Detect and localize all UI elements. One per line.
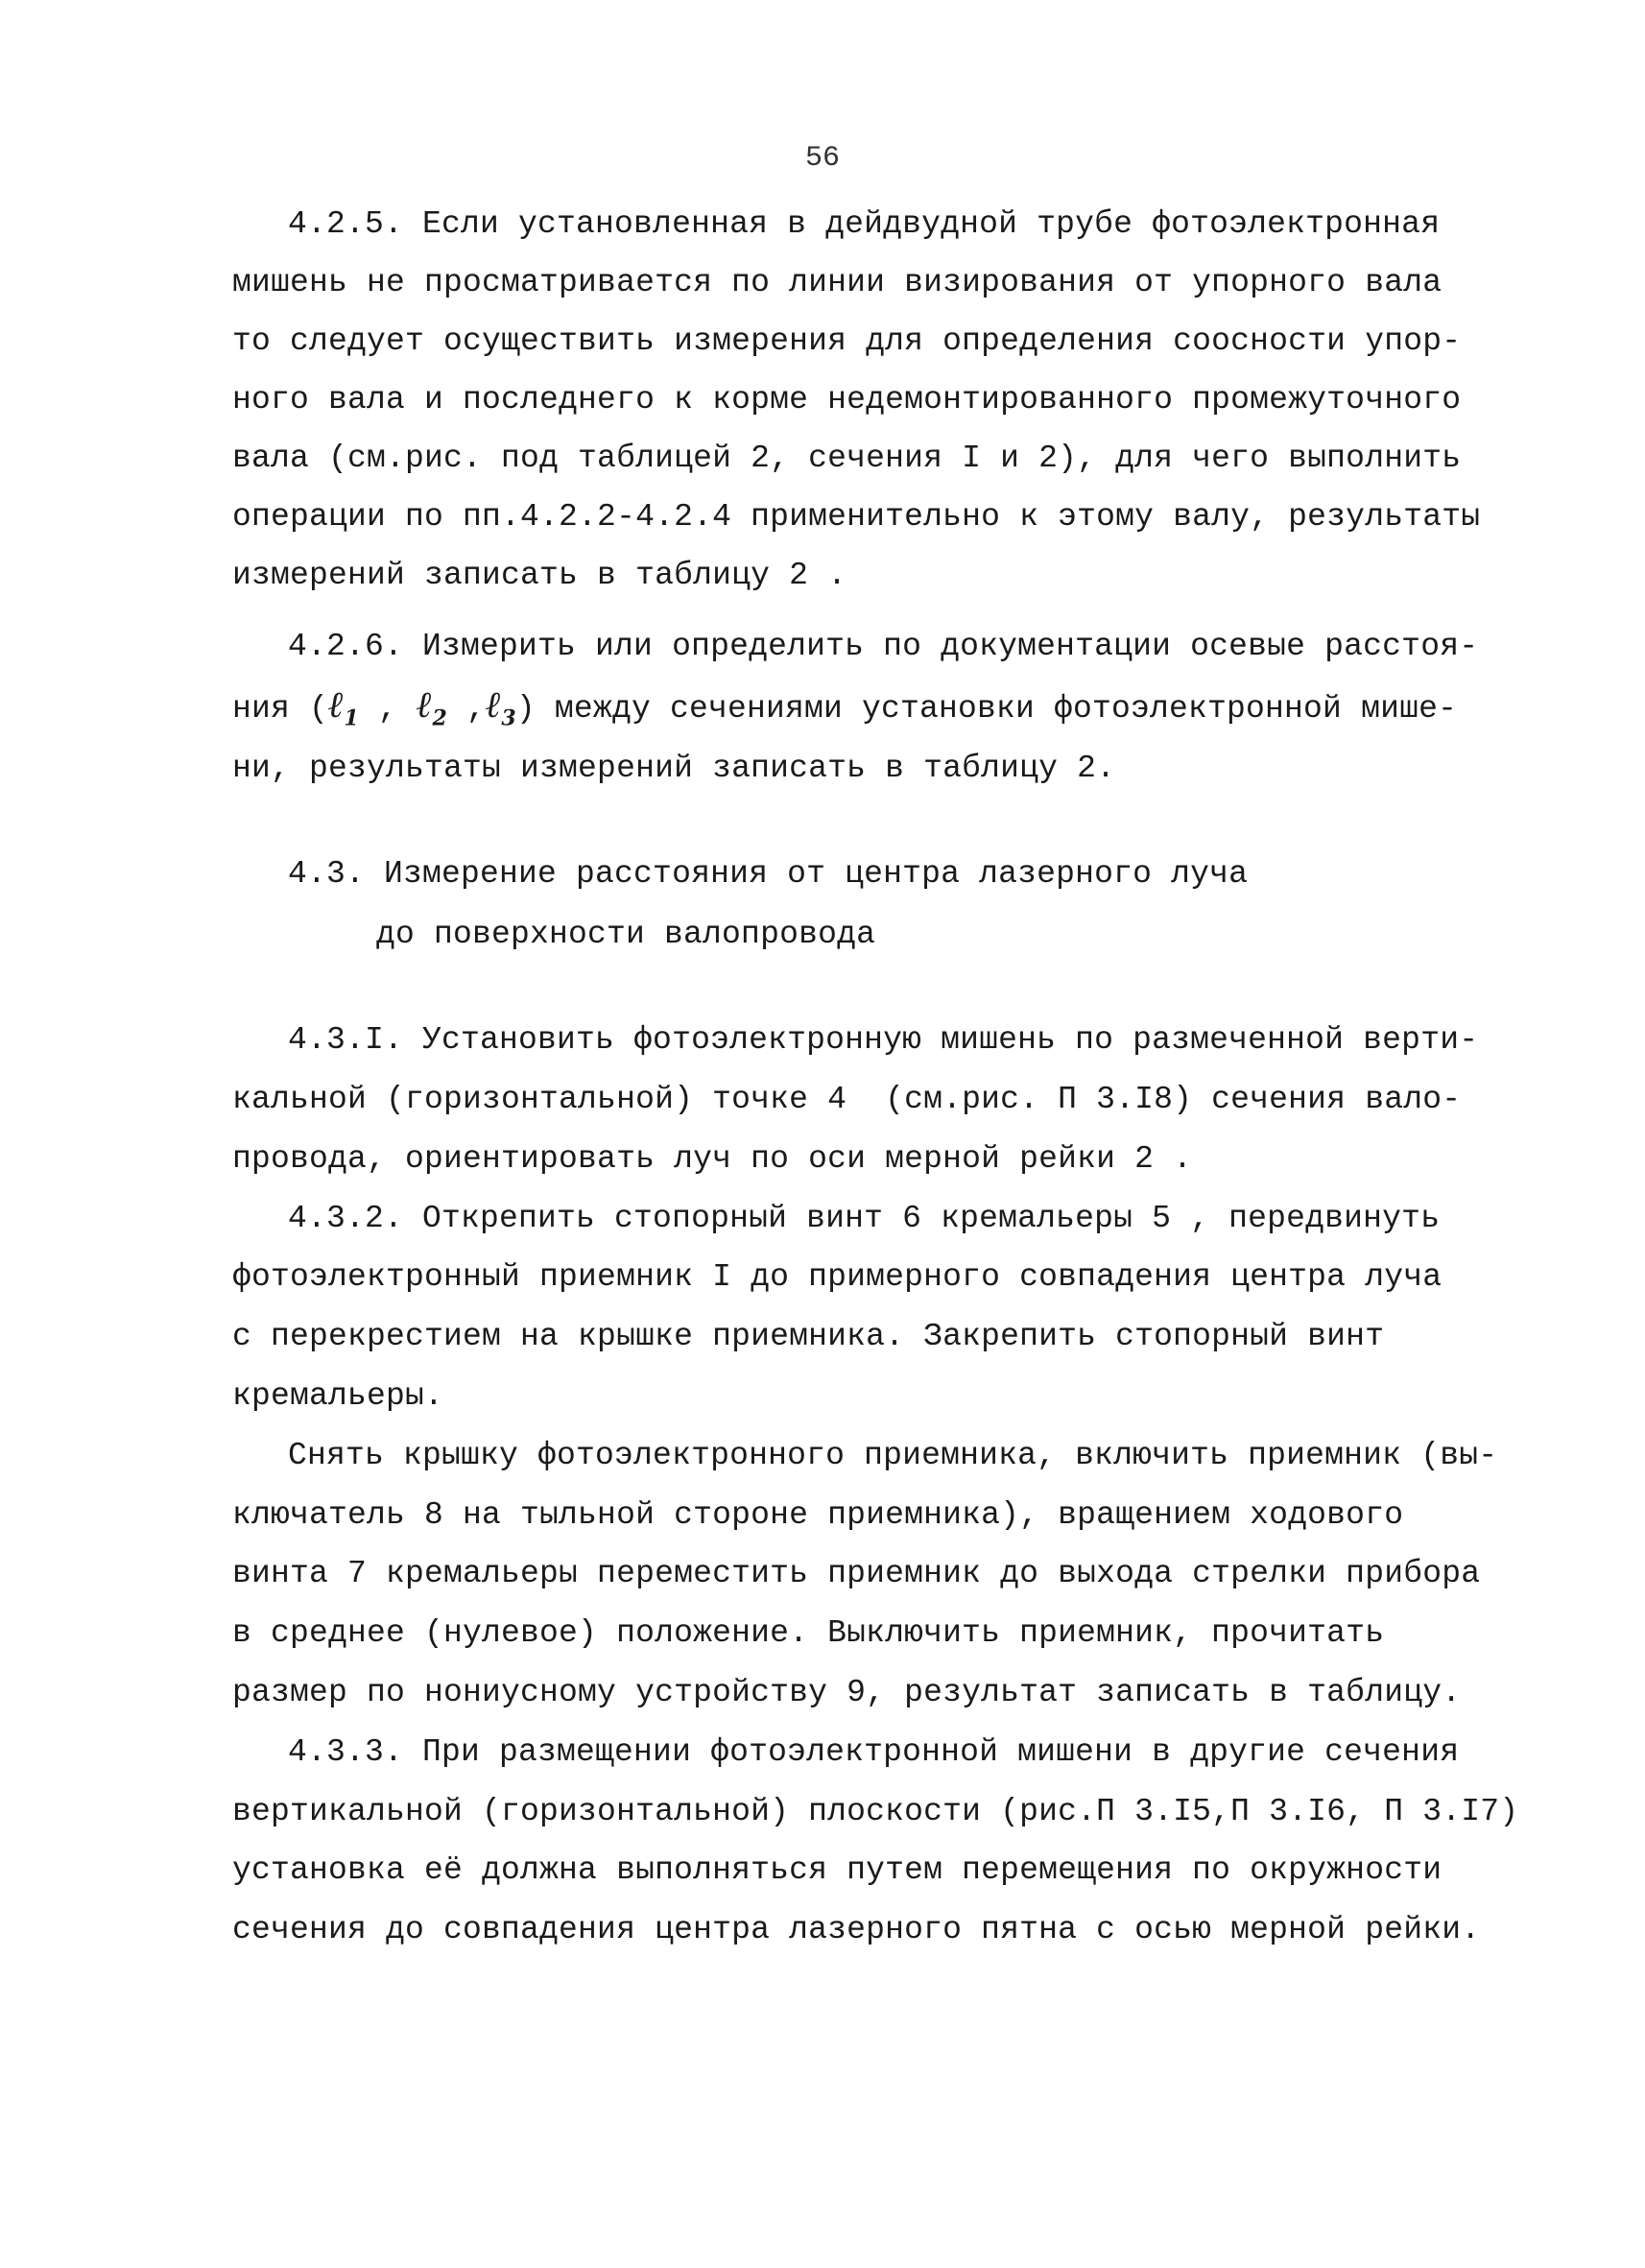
page-number: 56 bbox=[804, 142, 840, 175]
p425-line-4: ного вала и последнего к корме недемонтированного промежуточного bbox=[232, 382, 1462, 418]
p426-line-2: ния (ℓ$_1$ , ℓ$_2$ ,ℓ$_3$) между сечениями установки фотоэлектронной мише- bbox=[232, 682, 1458, 731]
section-4-3-heading-line-1: 4.3. Измерение расстояния от центра лазерного луча bbox=[288, 856, 1249, 892]
p425-line-2: мишень не просматривается по линии визирования от упорного вала bbox=[232, 265, 1442, 300]
p432b-line-5: размер по нониусному устройству 9, результат записать в таблицу. bbox=[232, 1675, 1462, 1710]
p426-line-3: ни, результаты измерений записать в таблицу 2. bbox=[232, 751, 1116, 786]
p431-line-2: кальной (горизонтальной) точке 4 (см.рис. П 3.I8) сечения вало- bbox=[232, 1082, 1462, 1117]
p432b-line-3: винта 7 кремальеры переместить приемник до выхода стрелки прибора bbox=[232, 1556, 1481, 1591]
p426-line-1: 4.2.6. Измерить или определить по документации осевые расстоя- bbox=[288, 629, 1479, 664]
p425-line-5: вала (см.рис. под таблицей 2, сечения I и 2), для чего выполнить bbox=[232, 441, 1462, 476]
p432-line-2: фотоэлектронный приемник I до примерного совпадения центра луча bbox=[232, 1259, 1442, 1295]
p433-line-2: вертикальной (горизонтальной) плоскости (рис.П 3.I5,П 3.I6, П 3.I7) bbox=[232, 1794, 1519, 1829]
symbol-l1: ℓ$_1$ bbox=[328, 682, 359, 731]
p425-line-6: операции по пп.4.2.2-4.2.4 применительно к этому валу, результаты bbox=[232, 499, 1481, 535]
symbol-l3: ℓ$_3$ bbox=[485, 682, 516, 731]
p432-line-4: кремальеры. bbox=[232, 1378, 444, 1414]
symbol-l2: ℓ$_2$ bbox=[417, 682, 447, 731]
p432-line-1: 4.3.2. Открепить стопорный винт 6 кремальеры 5 , передвинуть bbox=[288, 1201, 1441, 1236]
p433-line-3: установка её должна выполняться путем перемещения по окружности bbox=[232, 1852, 1442, 1888]
p426-line-2-prefix: ния ( bbox=[232, 691, 329, 727]
p425-line-1: 4.2.5. Если установленная в дейдвудной трубе фотоэлектронная bbox=[288, 206, 1441, 242]
p433-line-1: 4.3.3. При размещении фотоэлектронной мишени в другие сечения bbox=[288, 1734, 1460, 1770]
p431-line-1: 4.3.I. Установить фотоэлектронную мишень по размеченной верти- bbox=[288, 1022, 1479, 1058]
p431-line-3: провода, ориентировать луч по оси мерной рейки 2 . bbox=[232, 1141, 1193, 1177]
p426-line-2-suffix: ) между сечениями установки фотоэлектронной мише- bbox=[515, 691, 1458, 727]
p425-line-7: измерений записать в таблицу 2 . bbox=[232, 558, 847, 593]
p425-line-3: то следует осуществить измерения для определения соосности упор- bbox=[232, 323, 1462, 359]
p432b-line-4: в среднее (нулевое) положение. Выключить приемник, прочитать bbox=[232, 1615, 1385, 1651]
p432b-line-1: Снять крышку фотоэлектронного приемника, включить приемник (вы- bbox=[288, 1438, 1498, 1473]
p432b-line-2: ключатель 8 на тыльной стороне приемника), вращением ходового bbox=[232, 1497, 1404, 1533]
p433-line-4: сечения до совпадения центра лазерного пятна с осью мерной рейки. bbox=[232, 1912, 1481, 1947]
p432-line-3: с перекрестием на крышке приемника. Закрепить стопорный винт bbox=[232, 1319, 1385, 1354]
section-4-3-heading-line-2: до поверхности валопровода bbox=[376, 917, 876, 952]
